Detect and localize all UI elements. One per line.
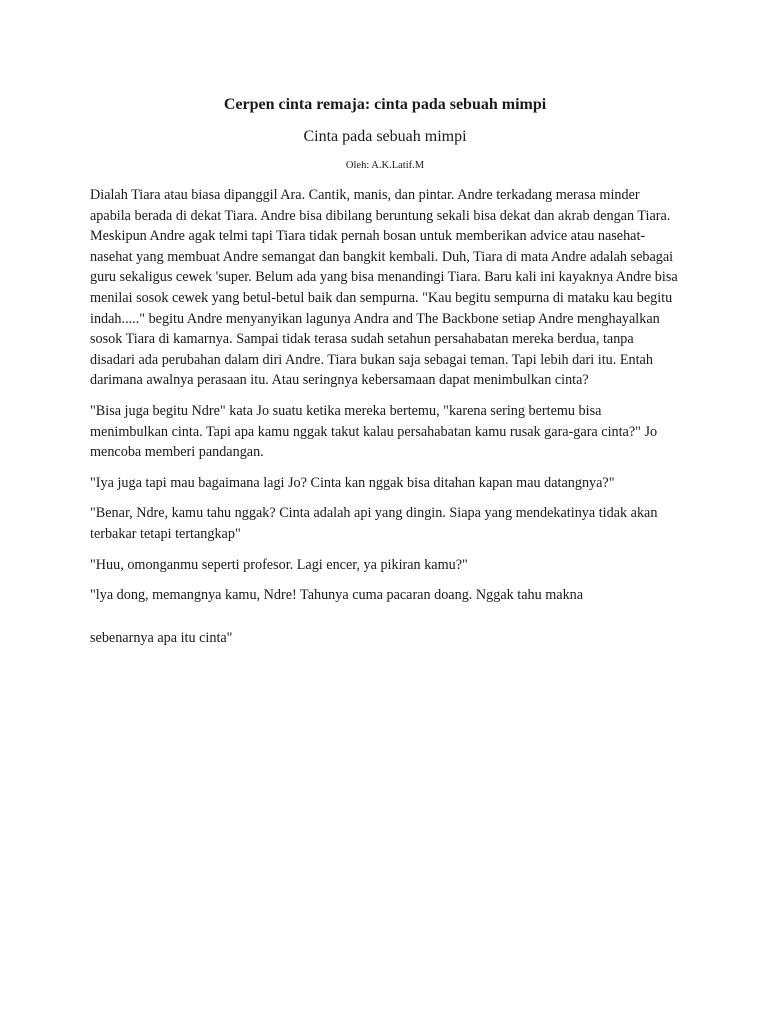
story-paragraph: "Huu, omonganmu seperti profesor. Lagi encer, ya pikiran kamu?" <box>90 556 468 573</box>
story-paragraph: "Bisa juga begitu Ndre" kata Jo suatu ketika mereka bertemu, "karena sering bertemu bisa menimbulkan cinta. Tapi apa kamu nggak takut kalau persahabatan kamu rusak gara-gara cinta?" Jo mencoba memberi pandangan. <box>90 402 658 461</box>
story-paragraph: "Iya juga tapi mau bagaimana lagi Jo? Cinta kan nggak bisa ditahan kapan mau datangnya?" <box>90 474 615 491</box>
story-title: Cinta pada sebuah mimpi <box>303 128 467 145</box>
author-byline: Oleh: A.K.Latif.M <box>345 160 425 171</box>
story-paragraph: sebenarnya apa itu cinta" <box>90 629 233 646</box>
story-paragraph: Dialah Tiara atau biasa dipanggil Ara. Cantik, manis, dan pintar. Andre terkadang merasa minder apabila berada di dekat Tiara. Andre bisa dibilang beruntung sekali bisa dekat dan akrab dengan Tiara. Meskipun Andre agak telmi tapi Tiara tidak pernah bosan untuk memberikan advice atau nasehat-nasehat yang membuat Andre semangat dan bangkit kembali. Duh, Tiara di mata Andre adalah sebagai guru sekaligus cewek 'super. Belum ada yang bisa menandingi Tiara. Baru kali ini kayaknya Andre bisa menilai sosok cewek yang betul-betul baik dan sempurna. "Kau begitu sempurna di mataku kau begitu indah....." begitu Andre menyanyikan lagunya Andra and The Backbone setiap Andre menghayalkan sosok Tiara di kamarnya. Sampai tidak terasa sudah setahun persahabatan mereka berdua, tanpa disadari ada perubahan dalam diri Andre. Tiara bukan saja sebagai teman. Tapi lebih dari itu. Entah darimana awalnya perasaan itu. Atau seringnya kebersamaan dapat menimbulkan cinta? <box>90 187 678 389</box>
page-title: Cerpen cinta remaja: cinta pada sebuah mimpi <box>223 96 547 113</box>
story-paragraph: "lya dong, memangnya kamu, Ndre! Tahunya cuma pacaran doang. Nggak tahu makna <box>90 587 584 604</box>
story-paragraph: "Benar, Ndre, kamu tahu nggak? Cinta adalah api yang dingin. Siapa yang mendekatinya tidak akan terbakar tetapi tertangkap" <box>90 505 658 542</box>
